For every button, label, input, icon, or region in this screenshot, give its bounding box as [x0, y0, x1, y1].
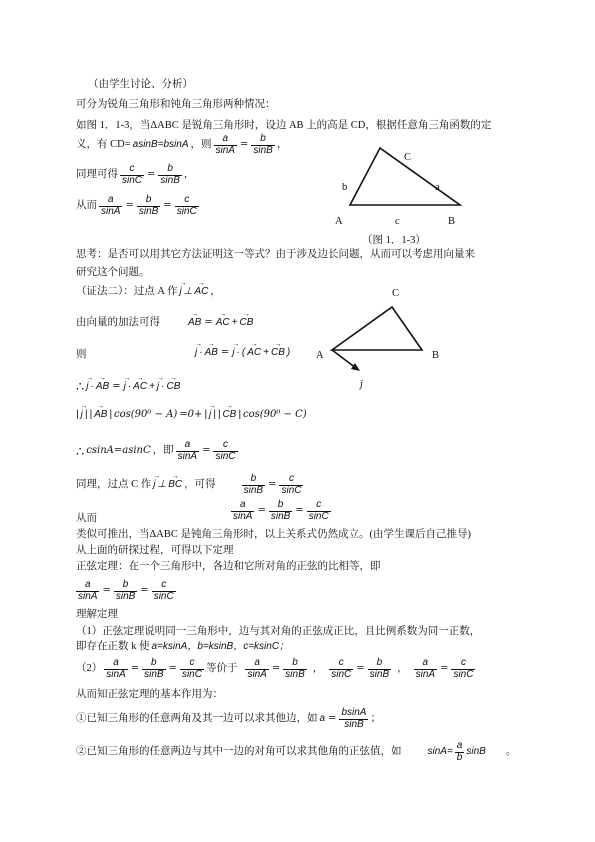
- plus-sign: +: [263, 347, 269, 358]
- plus-sign: +: [149, 380, 155, 392]
- application-2-text: ②已知三角形的任意两边与其中一边的对角可以求其他角的正弦值，如: [76, 745, 402, 757]
- side-c-label: c: [395, 216, 400, 227]
- figure-1-triangle: [320, 140, 500, 240]
- same-prefix: 同理，过点 C 作: [76, 478, 152, 490]
- therefore-icon: ∴: [76, 379, 85, 394]
- equals-sign: =: [440, 663, 449, 674]
- equals-zero-plus: =0+: [179, 409, 203, 420]
- equals-sign: =: [257, 505, 266, 516]
- vertex-a-label: A: [335, 216, 343, 227]
- definition-prefix: 义，有 CD=: [76, 138, 131, 150]
- thus-prefix: 从而: [76, 199, 97, 211]
- from-above-line: 从上面的研探过程，可得以下定理: [76, 545, 234, 556]
- dot-sign: ·: [127, 380, 132, 392]
- vector-j: → j: [86, 382, 88, 392]
- fraction-a-sinA: $\frac{a}{\sin A}$: [233, 499, 253, 522]
- fraction-a-sinA: $\frac{a}{\sin A}$: [247, 657, 267, 680]
- magnitude-cos-line: [76, 410, 307, 420]
- application-1-text: ①已知三角形的任意两角及其一边可以求其他边，如: [76, 712, 318, 724]
- can-obtain-label: ，可得: [184, 478, 216, 490]
- proof-2-prefix: （证法二）：过点 A 作: [76, 286, 178, 297]
- understanding-1-line: （1）正弦定理说明同一三角形中，边与其对角的正弦成正比，且比例系数为同一正数，: [76, 626, 481, 637]
- fraction-c-sinC: $\frac{c}{\sin C}$: [176, 194, 197, 217]
- csinA-equals-asinC: csinA=asinC: [86, 445, 151, 456]
- equals-sign: =: [220, 347, 230, 358]
- fraction-b-sinB: $\frac{b}{\sin B}$: [243, 473, 264, 496]
- that-is-label: ，即: [152, 444, 174, 456]
- then-label: 则: [76, 349, 87, 360]
- fraction-c-sinC: $\frac{c}{\sin C}$: [331, 657, 352, 680]
- dot-product-line: [195, 348, 290, 358]
- think-line-1: 思考：是否可以用其它方法证明这一等式？由于涉及边长问题，从而可以考虑用向量来: [76, 249, 475, 260]
- arrowhead-icon: [351, 363, 360, 371]
- dot-sign: ·: [161, 380, 165, 392]
- vector-ab: → AB: [188, 318, 201, 328]
- vector-j: → j: [153, 480, 155, 490]
- vector-ab: → AB: [205, 348, 218, 358]
- vector-cb: → CB: [271, 348, 285, 358]
- fraction-a-sinA: $\frac{a}{\sin A}$: [106, 657, 126, 680]
- vector-j: → j: [124, 382, 126, 392]
- basic-use-heading: 从而知正弦定理的基本作用为：: [76, 689, 223, 700]
- cd-expression: asinB=bsinA: [132, 139, 189, 150]
- vector-j: → j: [209, 410, 211, 420]
- understanding-2-line: [76, 658, 475, 680]
- equals-sign: =: [168, 663, 177, 674]
- acute-case-line: 如图 1．1-3，当ΔABC 是锐角三角形时，设边 AB 上的高是 CD，根据任意角三角函数的定: [76, 120, 492, 131]
- therefore-icon: ∴: [76, 443, 85, 459]
- cos-term-c: cos(90⁰ − C): [242, 409, 307, 420]
- vertex-c-label: C: [404, 152, 412, 163]
- application-1-line: [76, 708, 381, 730]
- thus-line-1: [76, 195, 199, 217]
- two-cases-line: 可分为锐角三角形和钝角三角形两种情况：: [76, 99, 276, 110]
- plus-sign: +: [231, 317, 238, 329]
- equals-sign: =: [328, 713, 337, 724]
- understanding-1-continued: [76, 642, 289, 653]
- fraction-c-sinC: $\frac{c}{\sin C}$: [215, 439, 236, 462]
- application-2-line: [76, 741, 516, 763]
- therefore-line-1: [76, 380, 180, 393]
- equals-sign: =: [163, 200, 172, 211]
- equals-sign: =: [147, 169, 156, 180]
- sinB-term: sinB: [466, 746, 486, 757]
- fraction-bsinA-sinB: $\frac{bsinA}{\sin B}$: [341, 707, 367, 730]
- comma: ，: [312, 662, 324, 674]
- dot-sign: ·: [236, 347, 240, 358]
- vertex-c-label: C: [392, 288, 400, 299]
- fraction-a-sinA: $\frac{a}{\sin A}$: [415, 657, 436, 680]
- vector-ac: → AC: [216, 318, 230, 328]
- vector-j: → j: [232, 348, 234, 358]
- triangle-abc-2: [332, 307, 422, 350]
- fraction-b-sinB: $\frac{b}{\sin B}$: [115, 579, 136, 602]
- fraction-c-sinC: $\frac{c}{\sin C}$: [153, 579, 174, 602]
- abs-bar: |: [213, 409, 216, 420]
- cos-term-a: cos(90⁰ − A): [114, 409, 178, 420]
- equals-sign: =: [268, 479, 277, 490]
- equals-sign: =: [202, 445, 211, 456]
- side-a-label: a: [435, 182, 440, 193]
- equals-sign: =: [271, 663, 281, 674]
- definition-then: ，则: [190, 138, 212, 150]
- fraction-b-sinB: $\frac{b}{\sin B}$: [144, 657, 164, 680]
- vector-bc: → BC: [168, 480, 182, 490]
- fraction-b-sinB: $\frac{b}{\sin B}$: [138, 194, 159, 217]
- equals-sign: =: [130, 663, 140, 674]
- abs-bar: |: [204, 409, 207, 420]
- similarly-prefix: 同理可得: [76, 168, 118, 180]
- fraction-b-sinB: $\frac{b}{\sin B}$: [253, 133, 273, 156]
- fraction-c-sinC: $\frac{c}{\sin C}$: [181, 657, 202, 680]
- thus-label: 从而: [76, 513, 97, 524]
- period: 。: [505, 745, 517, 757]
- paren-close: ): [286, 347, 291, 358]
- vector-cb: → CB: [239, 318, 253, 328]
- definition-line: [76, 134, 287, 156]
- paren-open: (: [241, 347, 246, 358]
- vector-ac: → AC: [194, 287, 208, 297]
- obtuse-case-line: 类似可推出，当ΔABC 是钝角三角形时，以上关系式仍然成立。(由学生课后自己推导): [76, 529, 471, 540]
- fraction-c-sinC: $\frac{c}{\sin C}$: [453, 657, 474, 680]
- vector-ac: → AC: [247, 348, 261, 358]
- abs-bar: |: [109, 409, 113, 420]
- vector-j: → j: [195, 348, 197, 358]
- vector-cb: → CB: [222, 410, 236, 420]
- equals-sign: =: [204, 317, 213, 329]
- vector-j-label: j: [360, 379, 363, 390]
- equivalent-to-label: 等价于: [205, 662, 238, 674]
- thus-chain-2: [231, 500, 331, 522]
- fraction-a-b: $\frac{a}{b}$: [456, 740, 463, 763]
- equals-sign: =: [356, 663, 365, 674]
- similarly-line: [76, 164, 194, 186]
- vertex-b-label: B: [448, 216, 456, 227]
- understand-heading: 理解定理: [76, 609, 118, 620]
- vector-ab: → AB: [96, 382, 109, 392]
- vector-addition-prefix: 由向量的加法可得: [76, 317, 160, 328]
- comma: ，: [183, 168, 195, 180]
- abs-bar: |: [89, 409, 93, 420]
- perpendicular-sign: ⊥: [157, 479, 167, 490]
- dot-sign: ·: [199, 347, 203, 358]
- vector-j: → j: [157, 382, 159, 392]
- comma: ，: [276, 138, 288, 150]
- vector-j: → j: [81, 410, 83, 420]
- semicolon: ；: [370, 712, 381, 724]
- sinA-equals: sinA=: [427, 746, 453, 757]
- vector-ab: → AB: [94, 410, 107, 420]
- figure-1-caption: （图 1．1-3）: [362, 235, 426, 246]
- equals-sign: =: [239, 139, 249, 150]
- sine-theorem-statement: 正弦定理：在一个三角形中，各边和它所对角的正弦的比相等，即: [76, 561, 381, 572]
- fraction-a-sinA: $\frac{a}{\sin A}$: [101, 194, 121, 217]
- vertex-b-label: B: [432, 350, 440, 361]
- dot-sign: ·: [90, 380, 94, 392]
- think-line-2: 研究这个问题。: [76, 267, 150, 278]
- k-sine-expressions: a=ksinA，b=ksinB，c=ksinC；: [151, 641, 290, 653]
- fraction-a-sinA: $\frac{a}{\sin A}$: [177, 439, 198, 462]
- fraction-c-sinC: $\frac{c}{\sin C}$: [308, 499, 329, 522]
- therefore-line-2: [76, 440, 238, 462]
- fraction-b-sinB: $\frac{b}{\sin B}$: [369, 657, 390, 680]
- fraction-c-sinC: $\frac{c}{\sin C}$: [281, 473, 302, 496]
- vector-cb: → CB: [167, 382, 181, 392]
- vector-addition-line: [76, 318, 253, 329]
- vector-j: → j: [180, 287, 182, 297]
- abs-bar: |: [84, 409, 88, 420]
- fraction-c-sinC: $\frac{c}{\sin C}$: [122, 163, 143, 186]
- vector-ac: → AC: [133, 382, 147, 392]
- abs-bar: |: [217, 409, 221, 420]
- theorem-formula: [76, 580, 176, 602]
- fraction-b-sinB: $\frac{b}{\sin B}$: [160, 163, 180, 186]
- equals-sign: =: [295, 505, 304, 516]
- perpendicular-sign: ⊥: [183, 286, 193, 298]
- comma: ，: [397, 662, 408, 674]
- equals-sign: =: [112, 380, 121, 392]
- comma: ，: [210, 286, 221, 297]
- fraction-a-sinA: $\frac{a}{\sin A}$: [78, 579, 98, 602]
- positive-k-prefix: 即存在正数 k 使: [76, 641, 150, 652]
- abs-bar: |: [238, 409, 241, 420]
- abs-bar: |: [76, 409, 79, 420]
- fraction-b-sinB: $\frac{b}{\sin B}$: [270, 499, 291, 522]
- same-vertex-c-line: [76, 474, 303, 496]
- fraction-a-sinA: $\frac{a}{\sin A}$: [215, 133, 235, 156]
- equals-sign: =: [125, 200, 134, 211]
- side-b-label: b: [342, 182, 348, 193]
- proof-2-line: [76, 287, 221, 298]
- var-a: a: [319, 713, 326, 724]
- equals-sign: =: [102, 585, 111, 596]
- discussion-note: （由学生讨论、分析）: [88, 79, 193, 90]
- fraction-b-sinB: $\frac{b}{\sin B}$: [285, 657, 305, 680]
- figure-2-triangle: [312, 285, 472, 395]
- vector-j-arrow: [332, 350, 356, 368]
- equals-sign: =: [140, 585, 149, 596]
- vertex-a-label: A: [316, 350, 324, 361]
- item-2-prefix: （2）: [76, 662, 103, 674]
